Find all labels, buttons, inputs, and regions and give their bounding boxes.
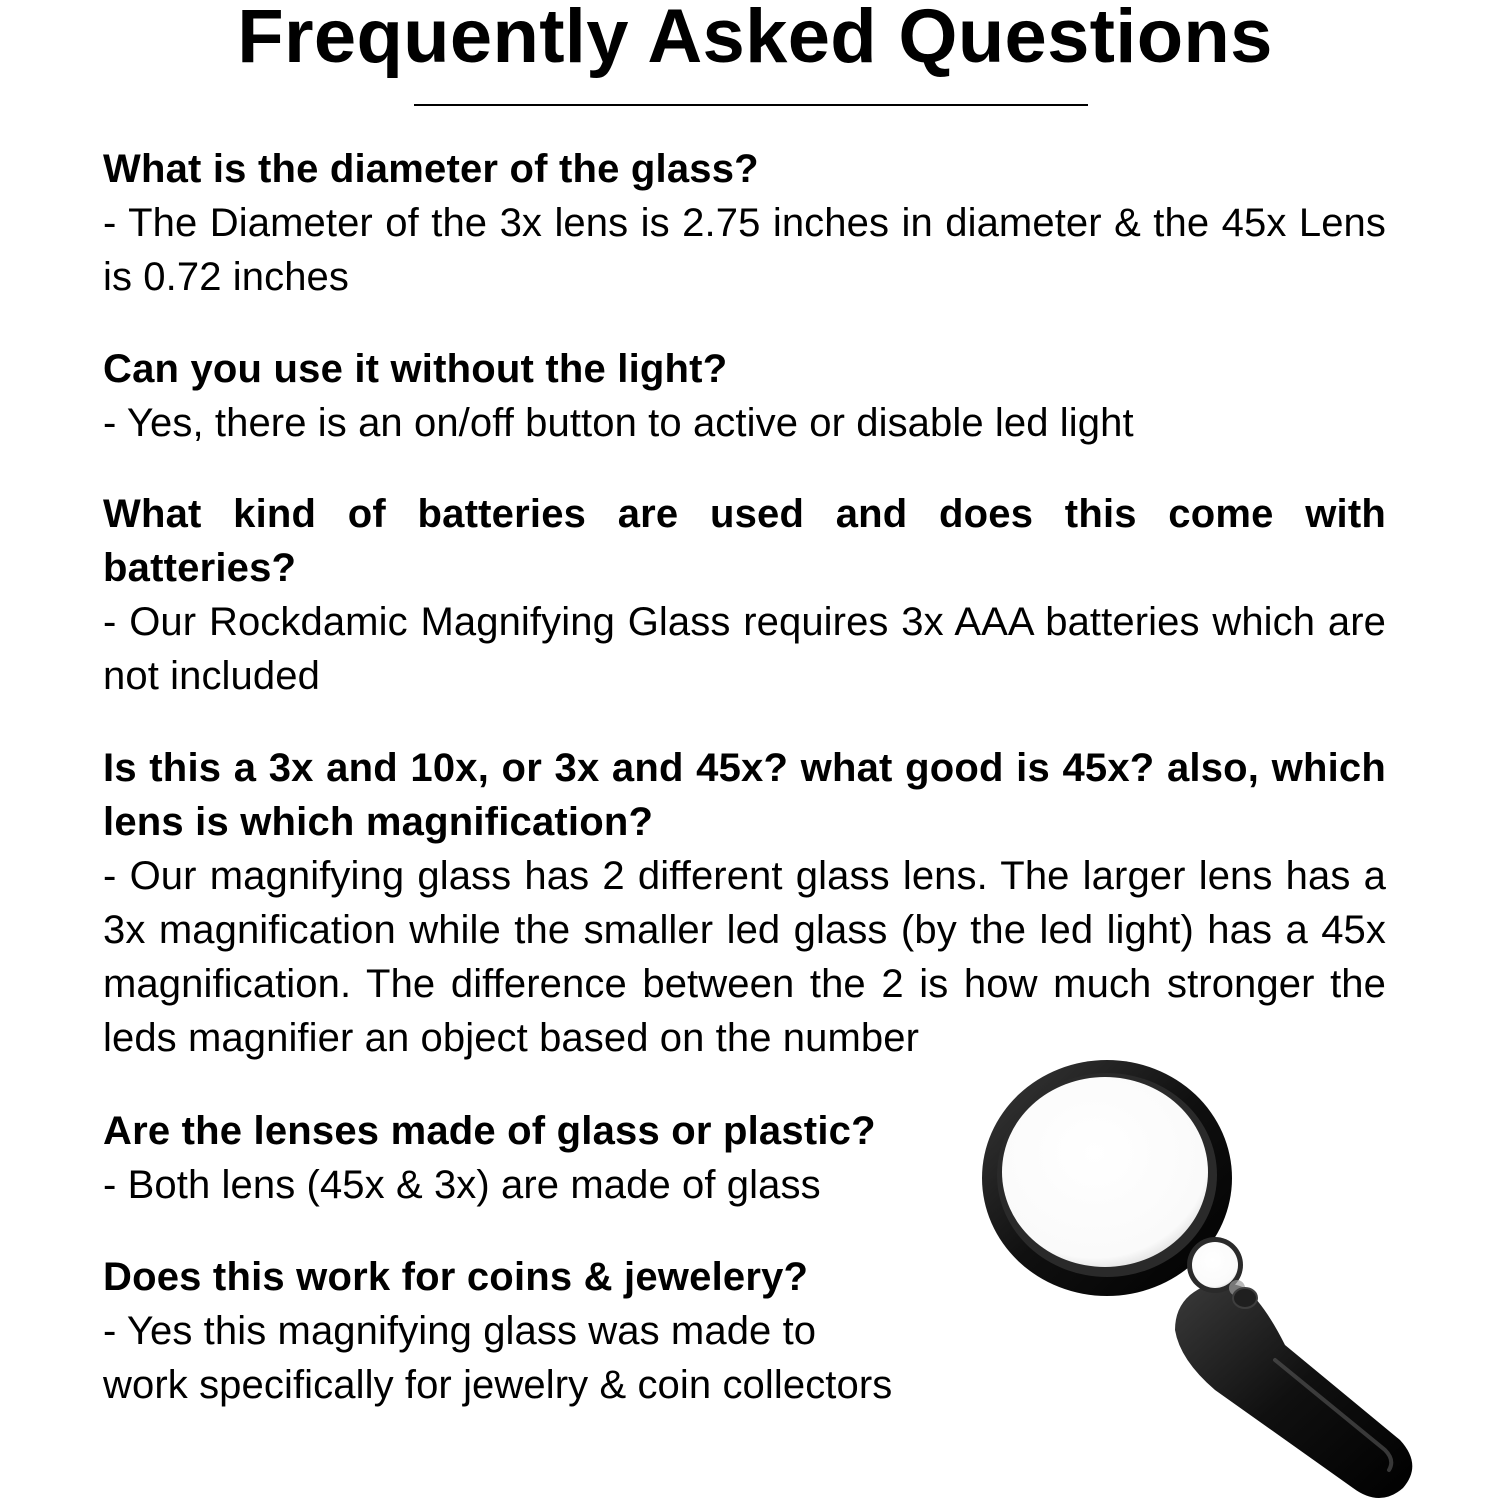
- faq-item-coins: [103, 1250, 892, 1412]
- faq-answer-line: work specifically for jewelry & coin collectors: [103, 1363, 893, 1407]
- faq-answer: - Our Rockdamic Magnifying Glass requires 3x AAA batteries which are not included: [103, 600, 1386, 698]
- handle: [1175, 1283, 1412, 1498]
- faq-answer-line: - Yes this magnifying glass was made to: [103, 1309, 817, 1353]
- magnifying-glass-icon: [975, 1060, 1425, 1500]
- faq-answer: - Our magnifying glass has 2 different glass lens. The larger lens has a 3x magnification while the smaller led glass (by the led light) has a 45x magnification. The difference between the 2 is how much stronger the leds magnifier an object based on the number: [103, 854, 1386, 1060]
- faq-item-diameter: [103, 142, 1386, 304]
- power-button: [1233, 1288, 1257, 1308]
- faq-question: What is the diameter of the glass?: [103, 147, 759, 191]
- title-divider: [414, 104, 1088, 106]
- faq-item-batteries: [103, 487, 1386, 703]
- large-lens: [1002, 1077, 1208, 1267]
- page-title: Frequently Asked Questions: [237, 0, 1273, 79]
- faq-item-light: [103, 342, 1134, 450]
- faq-item-magnification: [103, 741, 1386, 1065]
- faq-answer: - Yes, there is an on/off button to active or disable led light: [103, 401, 1134, 445]
- faq-question: What kind of batteries are used and does this come with batteries?: [103, 492, 1386, 590]
- faq-answer: - Both lens (45x & 3x) are made of glass: [103, 1163, 821, 1207]
- faq-item-material: [103, 1104, 876, 1212]
- faq-question: Is this a 3x and 10x, or 3x and 45x? what good is 45x? also, which lens is which magnification?: [103, 746, 1386, 844]
- faq-answer: - The Diameter of the 3x lens is 2.75 inches in diameter & the 45x Lens is 0.72 inches: [103, 201, 1386, 299]
- faq-question: Can you use it without the light?: [103, 347, 728, 391]
- small-lens: [1192, 1242, 1238, 1288]
- faq-question: Does this work for coins & jewelery?: [103, 1255, 809, 1299]
- faq-question: Are the lenses made of glass or plastic?: [103, 1109, 876, 1153]
